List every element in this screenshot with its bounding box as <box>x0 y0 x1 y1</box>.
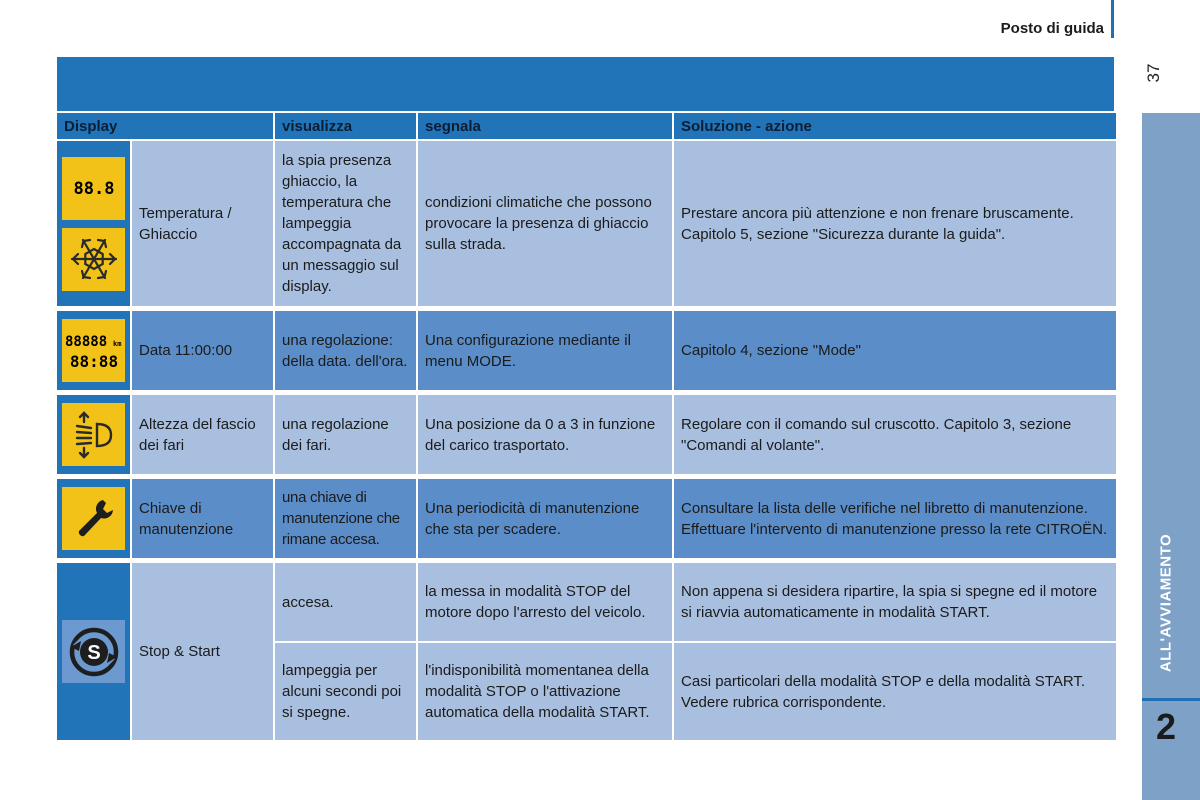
cell-segnala: Una posizione da 0 a 3 in funzione del carico trasportato. <box>418 395 672 474</box>
date-time-lcd-icon <box>62 319 125 382</box>
chapter-tab-label: ALL'AVVIAMENTO <box>1157 533 1175 673</box>
row-separator <box>57 560 1116 561</box>
page-number: 37 <box>1144 63 1163 83</box>
cell-display: Data 11:00:00 <box>132 311 273 390</box>
cell-segnala: la messa in modalità STOP del motore dopo l'arresto del veicolo. <box>418 563 672 641</box>
cell-display: Chiave di manutenzione <box>132 479 273 558</box>
cell-segnala: Una periodicità di manutenzione che sta per scadere. <box>418 479 672 558</box>
cell-soluzione: Non appena si desidera ripartire, la spia si spegne ed il motore si riavvia automaticamente in modalità START. <box>674 563 1116 641</box>
header-accent-bar <box>1111 0 1114 38</box>
svg-text:88.8: 88.8 <box>73 179 114 199</box>
svg-text:88888: 88888 <box>64 333 107 350</box>
header-visualizza: visualizza <box>275 113 416 139</box>
icon-cell <box>57 563 130 740</box>
icon-cell <box>57 479 130 558</box>
cell-soluzione: Regolare con il comando sul cruscotto. Capitolo 3, sezione "Comandi al volante". <box>674 395 1116 474</box>
cell-soluzione: Consultare la lista delle verifiche nel libretto di manutenzione. Effettuare l'intervento di manutenzione presso la rete CITROËN. <box>674 479 1116 558</box>
cell-visualizza: una regolazione: della data. dell'ora. <box>275 311 416 390</box>
table-header-row <box>57 113 1116 139</box>
icon-cell <box>57 311 130 390</box>
chapter-number: 2 <box>1155 706 1177 747</box>
cell-segnala: l'indisponibilità momentanea della modalità STOP o l'attivazione automatica della modalità START. <box>418 643 672 740</box>
cell-visualizza: lampeggia per alcuni secondi poi si spegne. <box>275 643 416 740</box>
header-segnala: segnala <box>418 113 672 139</box>
table-row-stop-start <box>57 563 1116 641</box>
table-title-band <box>57 57 1114 111</box>
cell-visualizza: la spia presenza ghiaccio, la temperatura che lampeggia accompagnata da un messaggio sul display. <box>275 141 416 306</box>
cell-visualizza: una regolazione dei fari. <box>275 395 416 474</box>
header-soluzione: Soluzione - azione <box>674 113 1116 139</box>
svg-text:km: km <box>112 339 121 348</box>
cell-visualizza: una chiave di manutenzione che rimane accesa. <box>275 479 416 558</box>
chapter-tab <box>1142 113 1200 800</box>
icon-cell <box>57 141 130 306</box>
cell-visualizza: accesa. <box>275 563 416 641</box>
cell-segnala: Una configurazione mediante il menu MODE. <box>418 311 672 390</box>
table-row-altezza-fari <box>57 395 1116 474</box>
table-row-data <box>57 311 1116 390</box>
stop-start-icon <box>62 620 125 683</box>
row-separator <box>57 476 1116 477</box>
wrench-icon <box>62 487 125 550</box>
svg-text:88:88: 88:88 <box>69 351 118 371</box>
snowflake-icon <box>62 228 125 291</box>
header-display: Display <box>57 113 273 139</box>
cell-soluzione: Casi particolari della modalità STOP e della modalità START. Vedere rubrica corrispondente. <box>674 643 1116 740</box>
chapter-tab-divider <box>1142 698 1200 701</box>
table-row-chiave-manutenzione <box>57 479 1116 558</box>
row-separator <box>57 392 1116 393</box>
row-separator <box>57 308 1116 309</box>
cell-soluzione: Prestare ancora più attenzione e non frenare bruscamente. Capitolo 5, sezione "Sicurezza durante la guida". <box>674 141 1116 306</box>
icon-cell <box>57 395 130 474</box>
cell-display: Temperatura / Ghiaccio <box>132 141 273 306</box>
cell-segnala: condizioni climatiche che possono provocare la presenza di ghiaccio sulla strada. <box>418 141 672 306</box>
cell-display: Stop & Start <box>132 563 273 740</box>
cell-soluzione: Capitolo 4, sezione "Mode" <box>674 311 1116 390</box>
table-row-temperatura-ghiaccio <box>57 141 1116 306</box>
headlamp-beam-height-icon <box>62 403 125 466</box>
svg-text:S: S <box>86 641 101 664</box>
temperature-lcd-icon <box>62 157 125 220</box>
page-header-title: Posto di guida <box>1000 20 1104 37</box>
cell-display: Altezza del fascio dei fari <box>132 395 273 474</box>
display-info-table <box>55 111 1118 742</box>
